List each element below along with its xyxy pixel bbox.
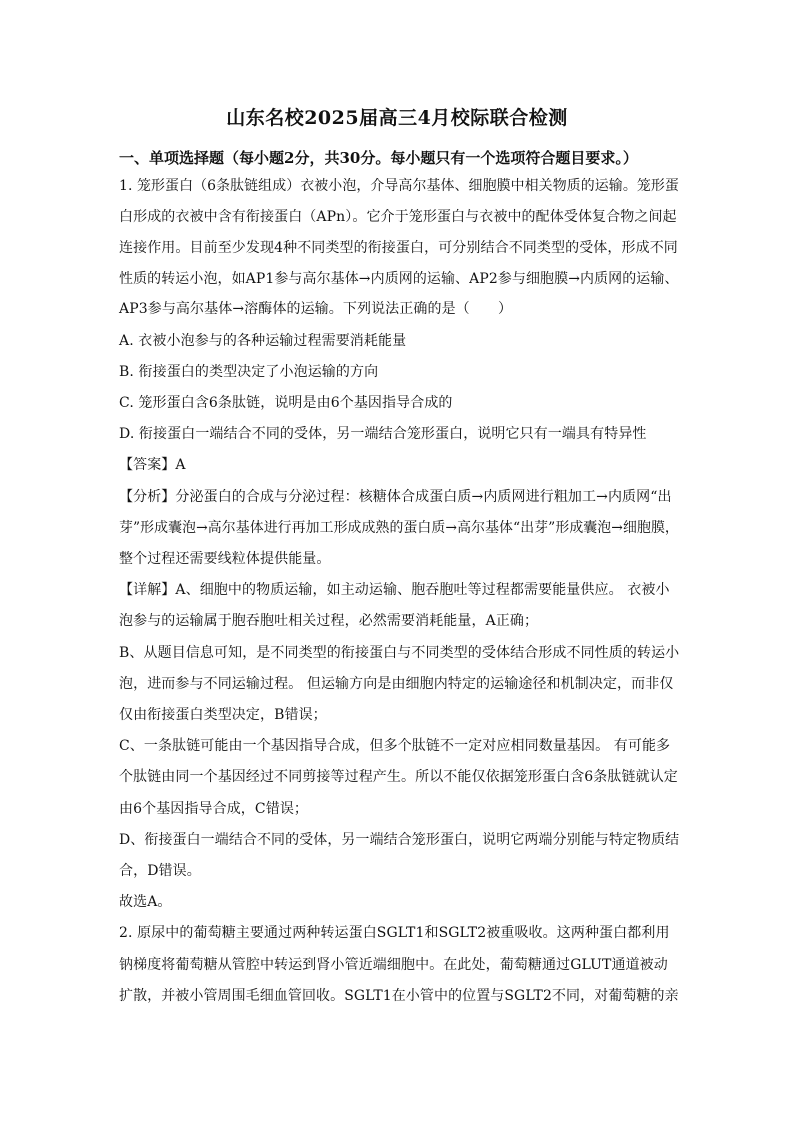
page-title: 山东名校2025届高三4月校际联合检测 bbox=[226, 107, 568, 129]
analysis-line: 【分析】分泌蛋白的合成与分泌过程：核糖体合成蛋白质→内质网进行粗加工→内质网“出 bbox=[119, 489, 672, 505]
detail-line: 个肽链由同一个基因经过不同剪接等过程产生。所以不能仅依据笼形蛋白含6条肽链就认定 bbox=[119, 769, 678, 785]
option-b: B. 衔接蛋白的类型决定了小泡运输的方向 bbox=[119, 364, 379, 380]
text-line: 性质的转运小泡，如AP1参与高尔基体→内质网的运输、AP2参与细胞膜→内质网的运输、 bbox=[119, 271, 679, 287]
text-line: 连接作用。目前至少发现4种不同类型的衔接蛋白，可分别结合不同类型的受体，形成不同 bbox=[119, 240, 678, 256]
analysis-line: 整个过程还需要线粒体提供能量。 bbox=[119, 551, 331, 567]
detail-line: 由6个基因指导合成，C错误； bbox=[119, 801, 309, 817]
question-line: 钠梯度将葡萄糖从管腔中转运到肾小管近端细胞中。在此处，葡萄糖通过GLUT通道被动 bbox=[119, 957, 668, 973]
section-heading: 一、单项选择题（每小题2分，共30分。每小题只有一个选项符合题目要求。） bbox=[119, 149, 638, 167]
option-c: C. 笼形蛋白含6条肽链，说明是由6个基因指导合成的 bbox=[119, 395, 453, 411]
detail-line: 仅由衔接蛋白类型决定，B错误； bbox=[119, 707, 327, 723]
text-line: AP3参与高尔基体→溶酶体的运输。下列说法正确的是（ ） bbox=[119, 301, 513, 317]
detail-line: 合，D错误。 bbox=[119, 863, 201, 879]
option-a: A. 衣被小泡参与的各种运输过程需要消耗能量 bbox=[119, 333, 407, 349]
question-line: 扩散，并被小管周围毛细血管回收。SGLT1在小管中的位置与SGLT2不同，对葡萄糖的亲 bbox=[119, 988, 679, 1004]
detail-line: C、一条肽链可能由一个基因指导合成，但多个肽链不一定对应相同数量基因。 有可能多 bbox=[119, 738, 671, 754]
analysis-line: 芽”形成囊泡→高尔基体进行再加工形成成熟的蛋白质→高尔基体“出芽”形成囊泡→细胞膜， bbox=[119, 520, 679, 536]
detail-line: B、从题目信息可知，是不同类型的衔接蛋白与不同类型的受体结合形成不同性质的转运小 bbox=[119, 645, 680, 661]
conclusion-line: 故选A。 bbox=[119, 894, 172, 910]
answer-line: 【答案】A bbox=[119, 457, 186, 473]
question-line: 2. 原尿中的葡萄糖主要通过两种转运蛋白SGLT1和SGLT2被重吸收。这两种蛋白都利用 bbox=[119, 925, 670, 941]
detail-line: D、衔接蛋白一端结合不同的受体，另一端结合笼形蛋白，说明它两端分别能与特定物质结 bbox=[119, 832, 680, 848]
detail-line: 泡，进而参与不同运输过程。 但运输方向是由细胞内特定的运输途径和机制决定，而非仅 bbox=[119, 676, 674, 692]
option-d: D. 衔接蛋白一端结合不同的受体，另一端结合笼形蛋白，说明它只有一端具有特异性 bbox=[119, 426, 647, 442]
text-line: 1. 笼形蛋白（6条肽链组成）衣被小泡，介导高尔基体、细胞膜中相关物质的运输。笼形蛋 bbox=[119, 178, 679, 194]
detail-line: 【详解】A、细胞中的物质运输，如主动运输、胞吞胞吐等过程都需要能量供应。 衣被小 bbox=[119, 582, 670, 598]
text-line: 白形成的衣被中含有衔接蛋白（APn）。它介于笼形蛋白与衣被中的配体受体复合物之间起 bbox=[119, 209, 677, 225]
detail-line: 泡参与的运输属于胞吞胞吐相关过程，必然需要消耗能量，A正确； bbox=[119, 613, 539, 629]
